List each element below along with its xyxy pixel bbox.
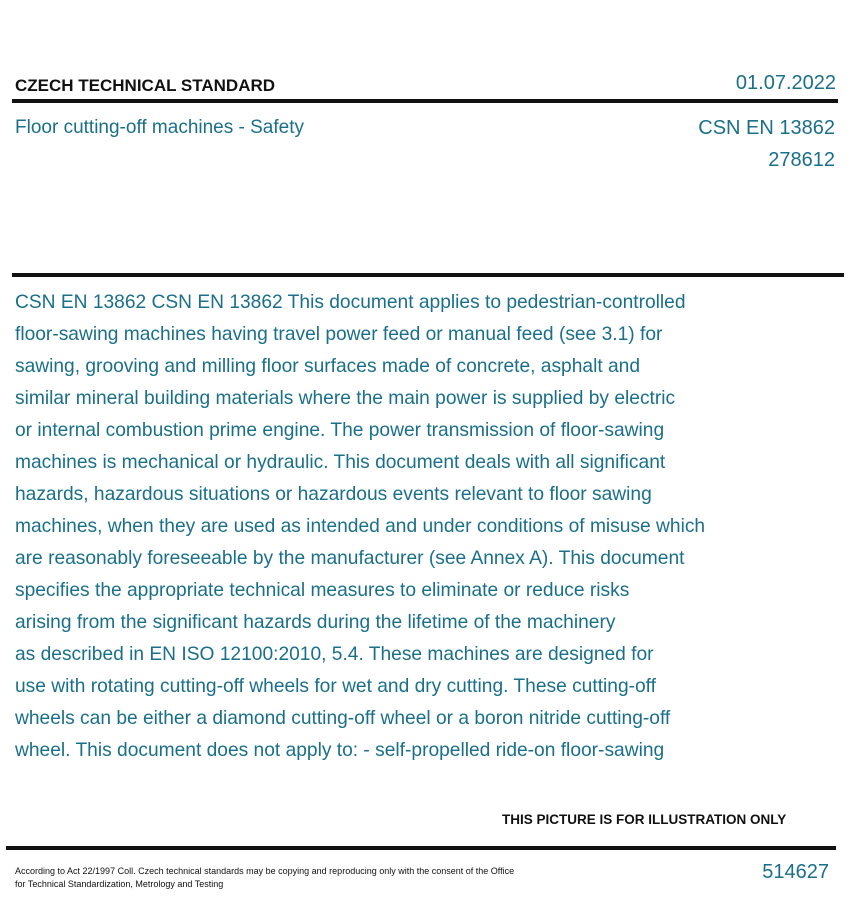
document-title: Floor cutting-off machines - Safety [15, 117, 304, 138]
bottom-divider [6, 846, 836, 850]
illustration-notice: THIS PICTURE IS FOR ILLUSTRATION ONLY [502, 812, 787, 827]
abstract-line: use with rotating cutting-off wheels for wet and dry cutting. These cutting-off [15, 676, 657, 697]
document-id: 514627 [762, 861, 829, 883]
abstract-line: wheel. This document does not apply to: - self-propelled ride-on floor-sawing [15, 740, 665, 761]
standard-code: CSN EN 13862 [698, 117, 835, 139]
abstract-line: specifies the appropriate technical measures to eliminate or reduce risks [15, 580, 630, 601]
abstract-line: hazards, hazardous situations or hazardous events relevant to floor sawing [15, 484, 652, 505]
legal-notice [15, 865, 585, 890]
top-divider [12, 99, 838, 103]
legal-notice-line: for Technical Standardization, Metrology and Testing [15, 878, 224, 889]
abstract-line: machines, when they are used as intended and under conditions of misuse which [15, 516, 706, 537]
abstract-line: arising from the significant hazards during the lifetime of the machinery [15, 612, 616, 633]
abstract-text [15, 287, 815, 767]
abstract-line: wheels can be either a diamond cutting-off wheel or a boron nitride cutting-off [15, 708, 671, 729]
abstract-line: or internal combustion prime engine. The power transmission of floor-sawing [15, 420, 665, 441]
standard-type-label: CZECH TECHNICAL STANDARD [15, 76, 276, 95]
abstract-line: are reasonably foreseeable by the manufacturer (see Annex A). This document [15, 548, 685, 569]
abstract-line: sawing, grooving and milling floor surfaces made of concrete, asphalt and [15, 356, 641, 377]
middle-divider [12, 273, 844, 277]
abstract-line: similar mineral building materials where the main power is supplied by electric [15, 388, 676, 409]
publication-date: 01.07.2022 [735, 72, 836, 94]
abstract-line: machines is mechanical or hydraulic. This document deals with all significant [15, 452, 666, 473]
abstract-line: CSN EN 13862 CSN EN 13862 This document applies to pedestrian-controlled [15, 292, 686, 313]
legal-notice-line: According to Act 22/1997 Coll. Czech technical standards may be copying and reproducing only with the consent of the Office [15, 866, 515, 876]
abstract-line: as described in EN ISO 12100:2010, 5.4. These machines are designed for [15, 644, 654, 665]
abstract-line: floor-sawing machines having travel power feed or manual feed (see 3.1) for [15, 324, 663, 345]
catalog-number: 278612 [768, 149, 835, 171]
